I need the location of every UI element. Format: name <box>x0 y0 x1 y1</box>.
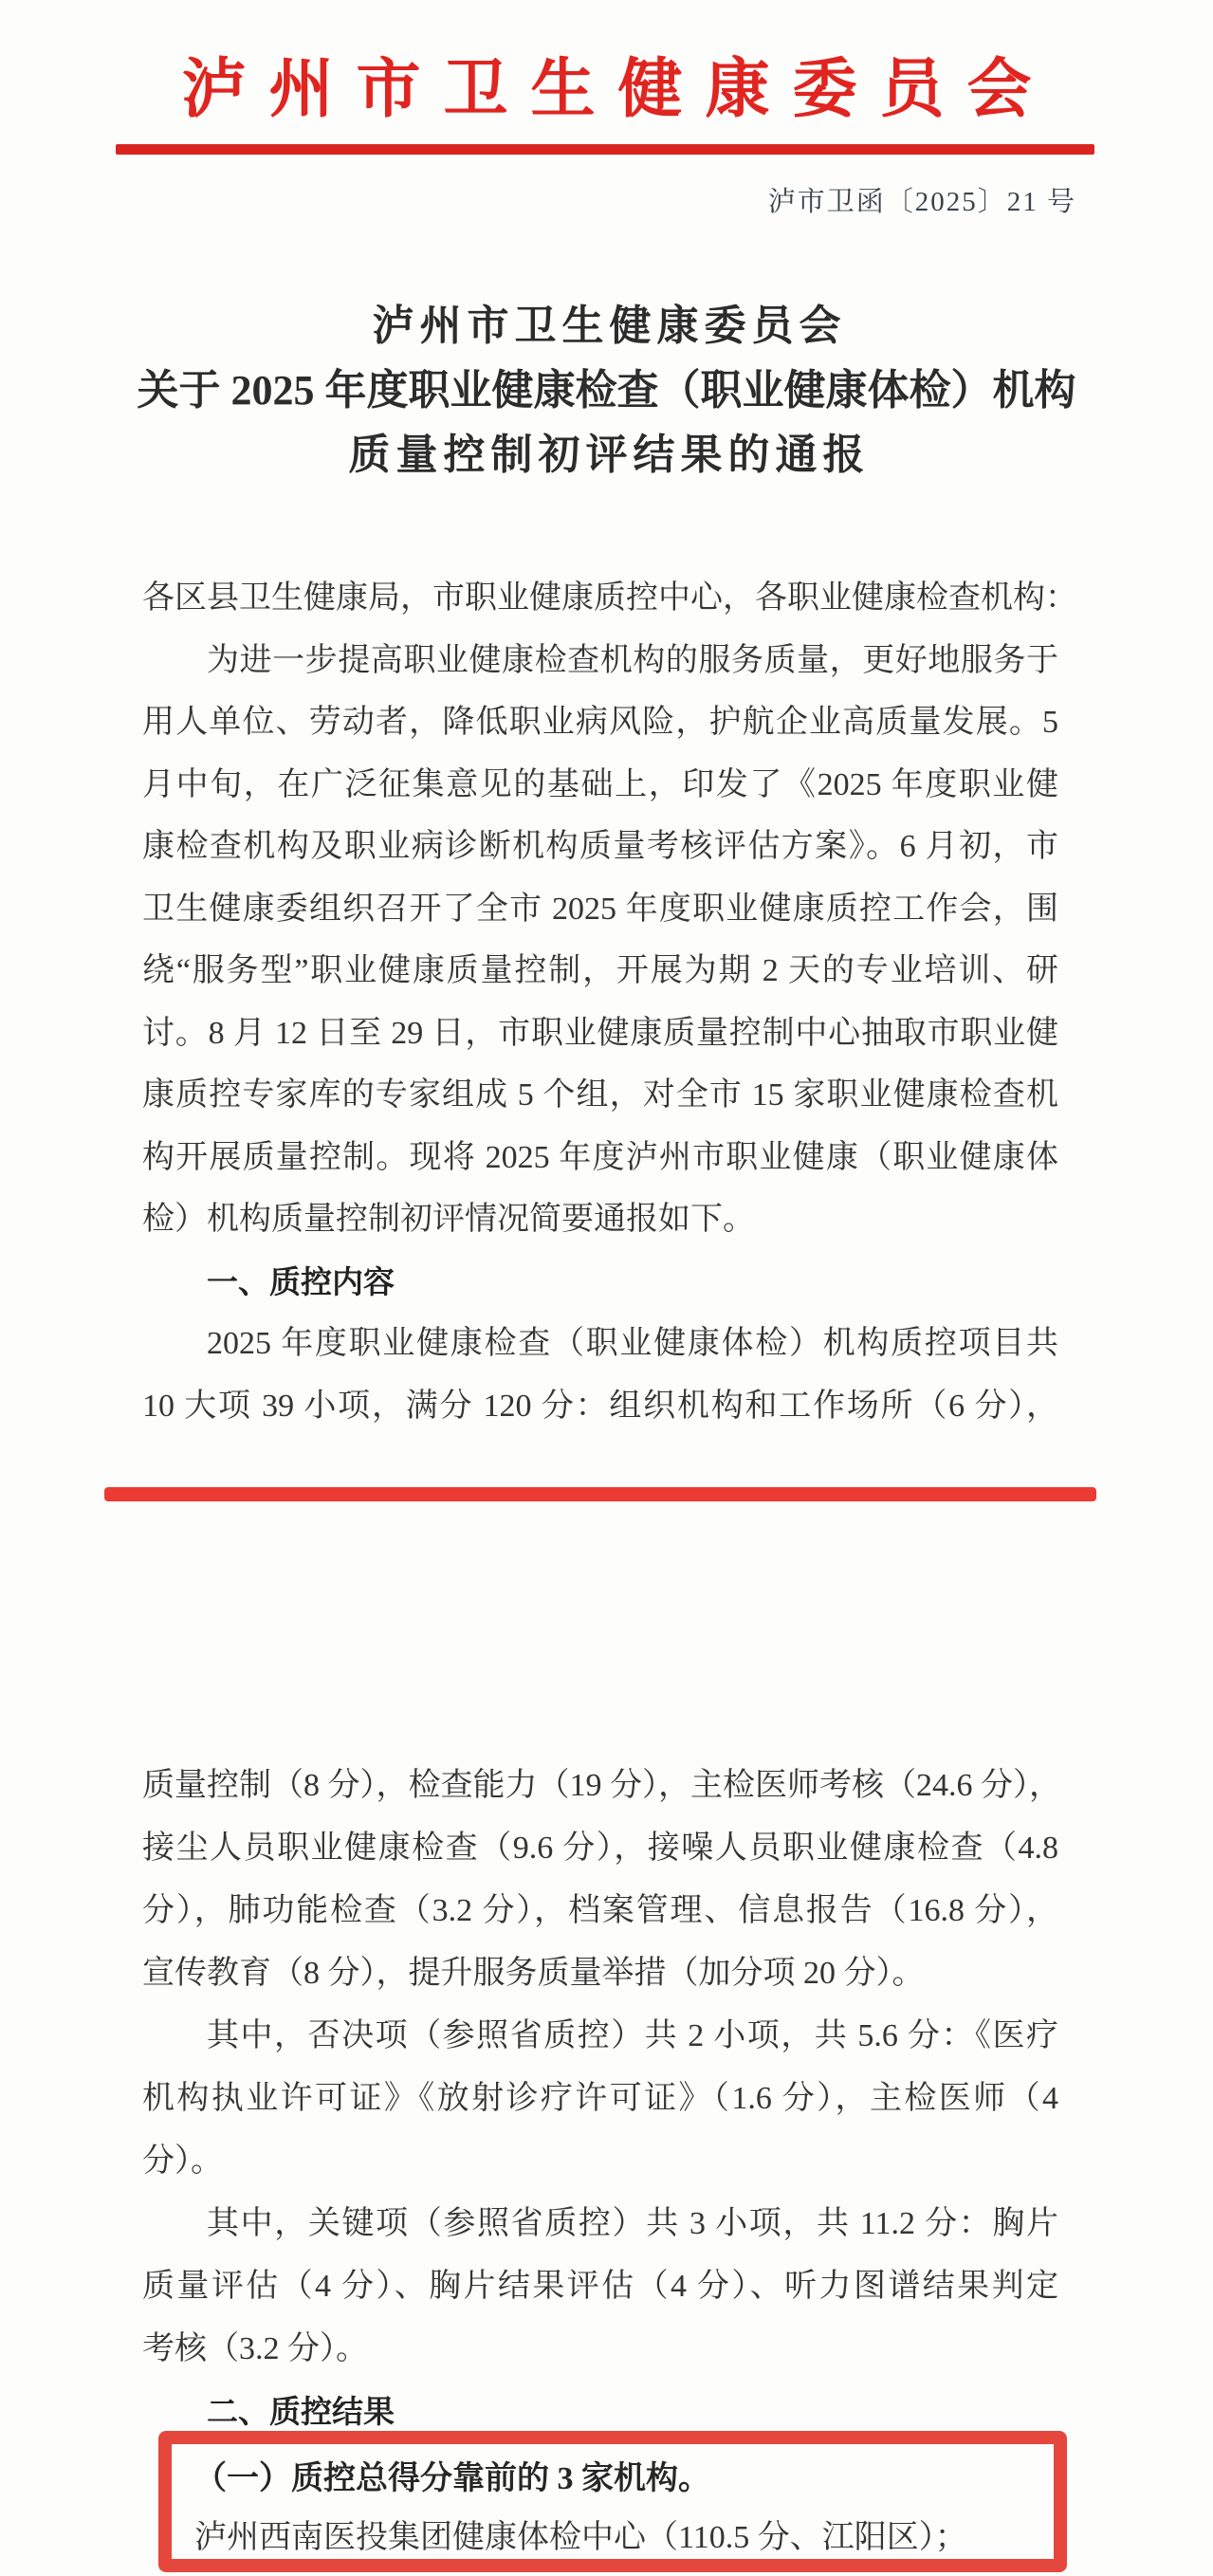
body-line: 考核（3.2 分）。 <box>142 2331 368 2366</box>
doc-title-line: 关于 2025 年度职业健康检查（职业健康体检）机构 <box>137 367 1076 414</box>
highlight-line: （一）质控总得分靠前的 3 家机构。 <box>194 2461 710 2496</box>
body-page1 <box>142 567 1077 1437</box>
body-line: 为进一步提高职业健康检查机构的服务质量，更好地服务于 <box>207 642 1058 678</box>
highlight-line: 泸州西南医投集团健康体检中心（110.5 分、江阳区）； <box>194 2520 967 2555</box>
body-page2 <box>142 1755 1061 2443</box>
body-line: 检）机构质量控制初评情况简要通报如下。 <box>142 1202 755 1237</box>
doc-number: 泸市卫函〔2025〕21 号 <box>767 187 1076 217</box>
body-line: 康检查机构及职业病诊断机构质量考核评估方案》。6 月初，市 <box>142 829 1058 864</box>
body-line: 接尘人员职业健康检查（9.6 分），接噪人员职业健康检查（4.8 <box>142 1831 1058 1866</box>
doc-title-line: 质量控制初评结果的通报 <box>348 432 871 478</box>
body-line: 一、质控内容 <box>207 1263 395 1299</box>
body-line: 各区县卫生健康局，市职业健康质控中心，各职业健康检查机构： <box>142 580 1077 616</box>
body-line: 分），肺功能检查（3.2 分），档案管理、信息报告（16.8 分）， <box>142 1893 1058 1928</box>
body-line: 机构执业许可证》《放射诊疗许可证》（1.6 分），主检医师（4 <box>142 2081 1058 2116</box>
page-break-red-line <box>104 1487 1096 1501</box>
org-header-title: 泸州市卫生健康委员会 <box>181 53 1055 125</box>
body-line: 月中旬，在广泛征集意见的基础上，印发了《2025 年度职业健 <box>142 766 1058 802</box>
doc-title <box>0 294 1213 488</box>
body-line: 质量评估（4 分）、胸片结果评估（4 分）、听力图谱结果判定 <box>142 2269 1058 2304</box>
highlight-red-box <box>158 2431 1067 2572</box>
body-line: 2025 年度职业健康检查（职业健康体检）机构质控项目共 <box>207 1326 1058 1361</box>
body-line: 卫生健康委组织召开了全市 2025 年度职业健康质控工作会，围 <box>142 891 1058 927</box>
body-line: 宣传教育（8 分），提升服务质量举措（加分项 20 分）。 <box>142 1956 925 1991</box>
body-line: 其中，否决项（参照省质控）共 2 小项，共 5.6 分：《医疗 <box>207 2018 1058 2053</box>
body-line: 讨。8 月 12 日至 29 日，市职业健康质量控制中心抽取市职业健 <box>142 1015 1058 1051</box>
body-line: 构开展质量控制。现将 2025 年度泸州市职业健康（职业健康体 <box>142 1139 1058 1175</box>
doc-title-line: 泸州市卫生健康委员会 <box>372 303 847 349</box>
body-line: 用人单位、劳动者，降低职业病风险，护航企业高质量发展。5 <box>142 705 1058 740</box>
header-red-rule <box>116 144 1094 155</box>
body-line: 康质控专家库的专家组成 5 个组，对全市 15 家职业健康检查机 <box>142 1077 1058 1113</box>
body-line: 质量控制（8 分），检查能力（19 分），主检医师考核（24.6 分）， <box>142 1768 1061 1803</box>
body-line: 其中，关键项（参照省质控）共 3 小项，共 11.2 分：胸片 <box>207 2206 1058 2241</box>
body-line: 二、质控结果 <box>207 2394 395 2429</box>
body-line: 绕“服务型”职业健康质量控制，开展为期 2 天的专业培训、研 <box>142 953 1058 988</box>
body-line: 分）。 <box>142 2144 223 2179</box>
body-line: 10 大项 39 小项，满分 120 分：组织机构和工作场所（6 分）， <box>142 1388 1058 1424</box>
